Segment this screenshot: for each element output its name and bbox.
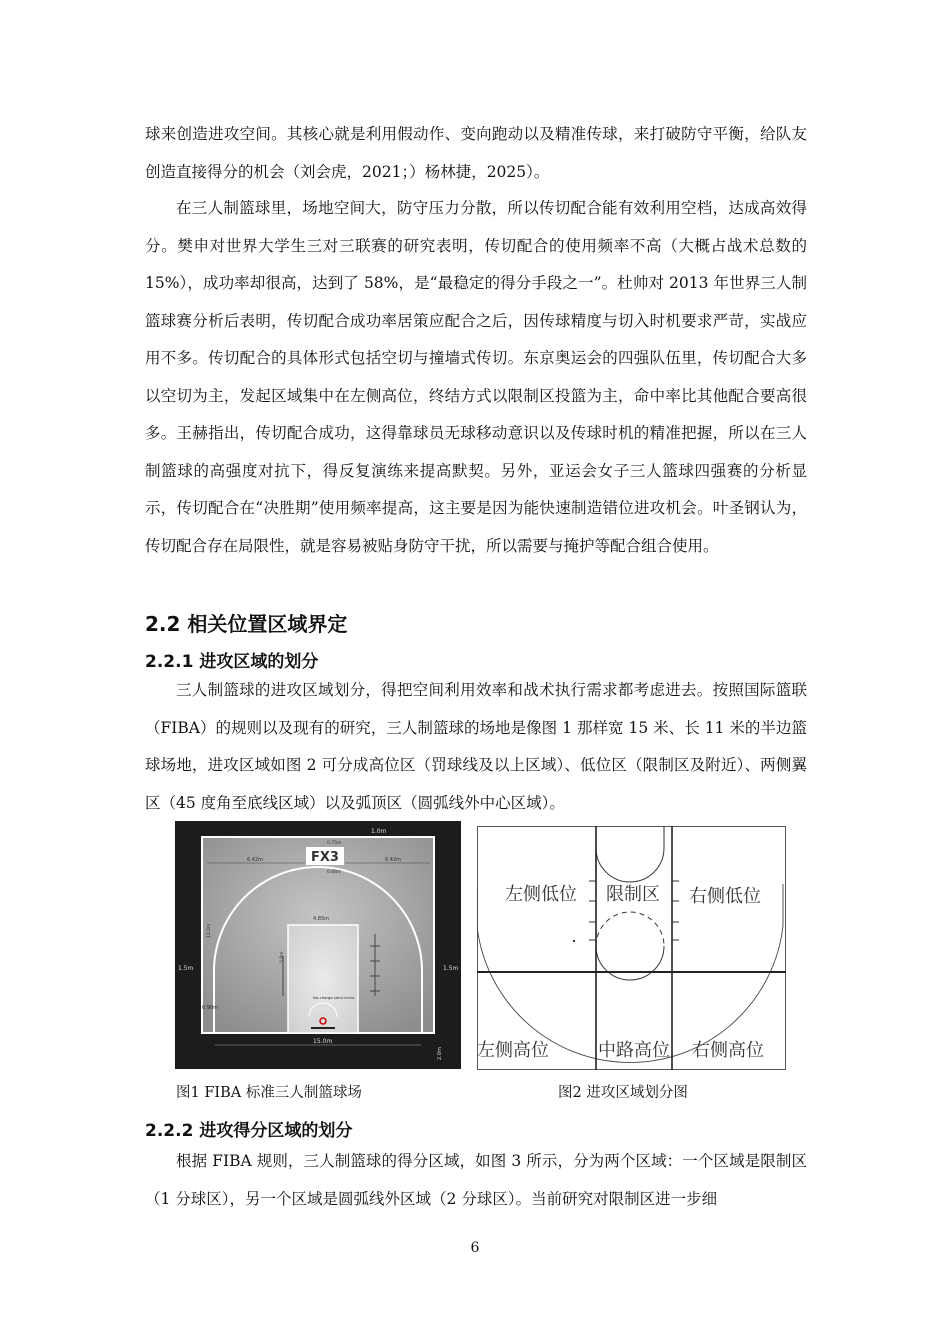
zone-restricted: 限制区 [606, 884, 660, 905]
zone-middle-high: 中路高位 [598, 1040, 670, 1061]
label-right-margin: 1.5m [443, 965, 459, 972]
logo-fx3 [306, 847, 344, 865]
label-left-margin: 1.5m [178, 965, 194, 972]
body-paragraph-1: 球来创造进攻空间。其核心就是利用假动作、变向跑动以及精准传球，来打破防守平衡，给队友创造直接得分的机会（刘会虎，2021；）杨林捷，2025）。 [145, 125, 807, 181]
label-half-left: 6.42m [247, 857, 264, 863]
label-ft-dist: 5.8m [280, 951, 285, 963]
section-heading-2-2: 2.2 相关位置区域界定 [145, 612, 348, 636]
zone-right-high: 右侧高位 [692, 1040, 764, 1061]
label-width: 15.0m [313, 1038, 333, 1045]
label-half-right: 6.42m [385, 857, 402, 863]
label-depth: 11.0m [207, 923, 212, 938]
label-lane-width: 4.85m [313, 916, 330, 922]
label-baseline-side: 0.90m [202, 1005, 219, 1011]
label-no-charge: No-charge semi-circle [313, 995, 355, 1000]
body-paragraph-4: 根据 FIBA 规则，三人制篮球的得分区域，如图 3 所示，分为两个区域：一个区域是限制区（1 分球区），另一个区域是圆弧线外区域（2 分球区）。当前研究对限制区进一步细 [145, 1152, 807, 1208]
label-logo-bottom: 0.88m [327, 870, 342, 875]
zone-right-low: 右侧低位 [689, 886, 761, 907]
label-logo-top: 0.75m [327, 841, 342, 846]
label-top-margin: 1.0m [371, 828, 387, 835]
figure-2-zone-diagram [477, 826, 786, 1070]
zone-left-low: 左侧低位 [505, 884, 577, 905]
figure-1-caption: 图1 FIBA 标准三人制篮球场 [176, 1085, 362, 1101]
page-number: 6 [470, 1240, 480, 1256]
label-bottom-margin: 2.0m [437, 1047, 443, 1060]
subsection-heading-2-2-1: 2.2.1 进攻区域的划分 [145, 652, 319, 672]
figure-2-caption: 图2 进攻区域划分图 [558, 1085, 688, 1101]
subsection-heading-2-2-2: 2.2.2 进攻得分区域的划分 [145, 1121, 353, 1141]
zone-left-high: 左侧高位 [477, 1040, 549, 1061]
body-paragraph-2: 在三人制篮球里，场地空间大，防守压力分散，所以传切配合能有效利用空档，达成高效得分。樊申对世界大学生三对三联赛的研究表明，传切配合的使用频率不高（大概占战术总数的 15%），成功率却很高，达到了 58%，是“最稳定的得分手段之一”。杜帅对 2013 年世界三人制篮球赛分析后表明，传切配合成功率居策应配合之后，因传球精度与切入时机要求严苛，实战应用不多。传切配合的具体形式包括空切与撞墙式传切。东京奥运会的四强队伍里，传切配合大多以空切为主，发起区域集中在左侧高位，终结方式以限制区投篮为主，命中率比其他配合要高很多。王赫指出，传切配合成功，这得靠球员无球移动意识以及传球时机的精准把握，所以在三人制篮球的高强度对抗下，得反复演练来提高默契。另外，亚运会女子三人篮球四强赛的分析显示，传切配合在“决胜期”使用频率提高，这主要是因为能快速制造错位进攻机会。叶圣钢认为，传切配合存在局限性，就是容易被贴身防守干扰，所以需要与掩护等配合组合使用。 [145, 199, 807, 555]
body-paragraph-3: 三人制篮球的进攻区域划分，得把空间利用效率和战术执行需求都考虑进去。按照国际篮联（FIBA）的规则以及现有的研究，三人制篮球的场地是像图 1 那样宽 15 米、长 11 米的半边篮球场地，进攻区域如图 2 可分成高位区（罚球线及以上区域）、低位区（限制区及附近）、两侧翼区（45 度角至底线区域）以及弧顶区（圆弧线外中心区域）。 [145, 681, 807, 812]
lane [288, 925, 358, 1033]
svg-text:FX3: FX3 [311, 850, 339, 865]
figure-1-court-image [175, 821, 461, 1069]
